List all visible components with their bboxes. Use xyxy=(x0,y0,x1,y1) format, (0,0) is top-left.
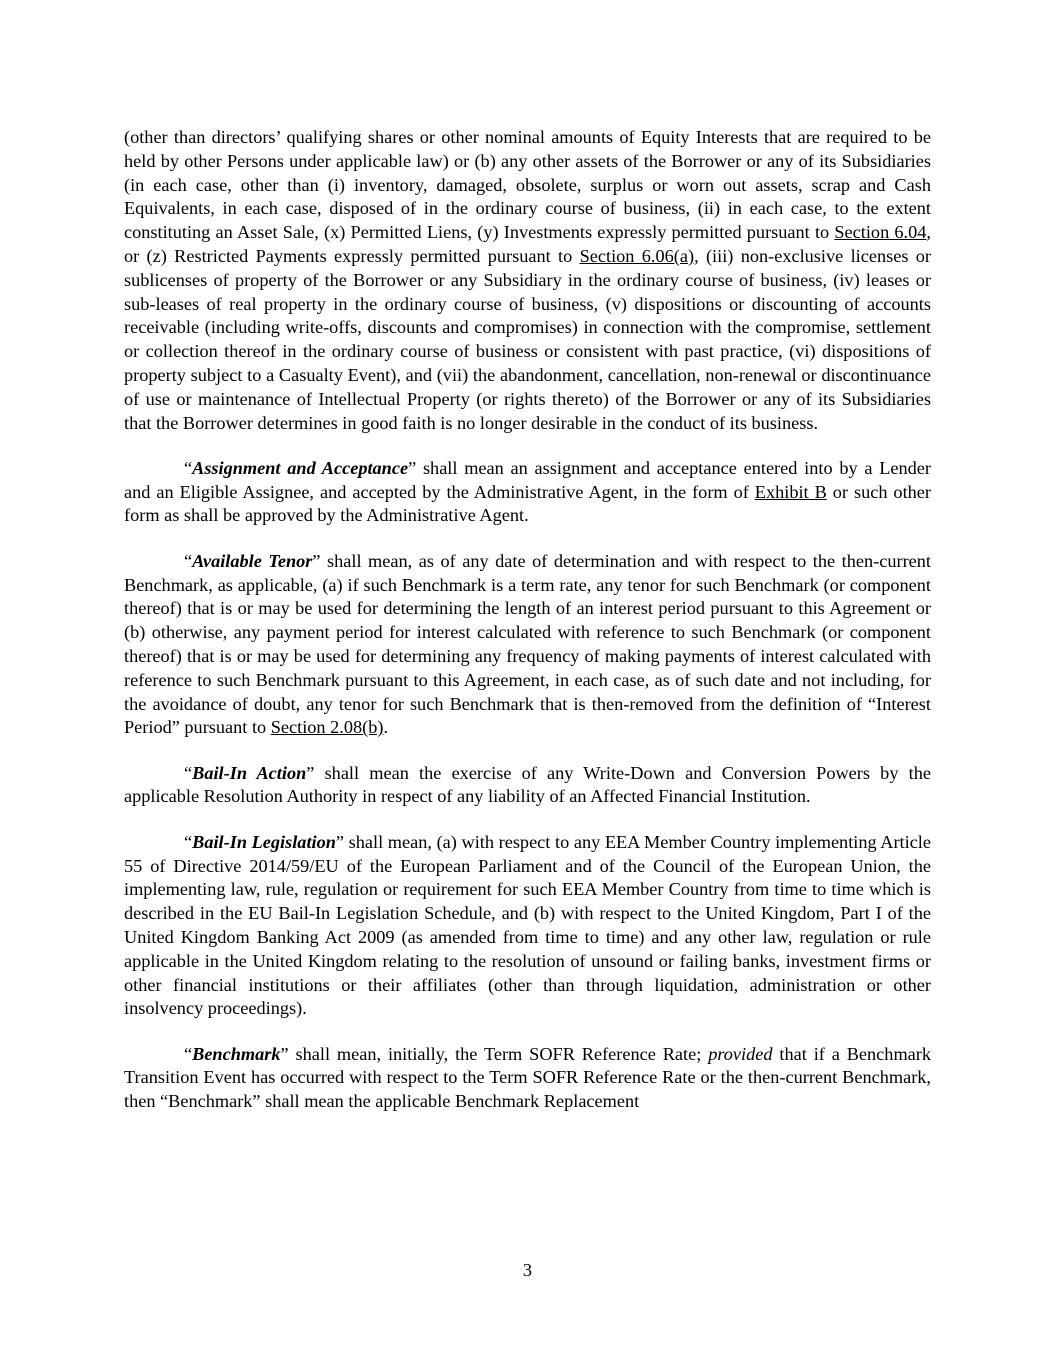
definition-benchmark xyxy=(124,1043,931,1114)
paragraph-text: (other than directors’ qualifying shares or other nominal amounts of Equity Interests that are required to be held by other Persons under applicable law) or (b) any other assets of the Borrower or any of its Subsidiaries (in each case, other than (i) inventory, damaged, obsolete, surplus or worn out assets, scrap and Cash Equivalents, in each case, disposed of in the ordinary course of business, (ii) in each case, to the extent constituting an Asset Sale, (x) Permitted Liens, (y) Investments expressly permitted pursuant to xyxy=(124,127,931,243)
definition-text: ” shall mean the exercise of any Write-Down and Conversion Powers by the applicable Resolution Authority in respect of any liability of an Affected Financial Institution. xyxy=(124,762,931,807)
definition-bail-in-legislation xyxy=(124,831,931,1021)
definition-assignment-and-acceptance xyxy=(124,457,931,528)
defined-term: Bail-In Action xyxy=(192,762,307,783)
defined-term: Bail-In Legislation xyxy=(192,831,336,852)
definition-text: ” shall mean an assignment and acceptance entered into by a Lender and an Eligible Assignee, and accepted by the Administrative Agent, in the form of xyxy=(124,457,931,502)
definition-text: or such other form as shall be approved by the Administrative Agent. xyxy=(124,481,931,526)
section-2-08b-reference[interactable]: Section 2.08(b) xyxy=(270,717,384,738)
page-number: 3 xyxy=(522,1260,533,1280)
definition-available-tenor xyxy=(124,550,931,740)
definition-bail-in-action xyxy=(124,762,931,810)
definition-text: that if a Benchmark Transition Event has occurred with respect to the Term SOFR Reference Rate or the then-current Benchmark, then “Benchmark” shall mean the applicable Benchmark Replacement xyxy=(124,1043,932,1112)
document-body xyxy=(124,126,931,1135)
paragraph-text: , (iii) non-exclusive licenses or sublicenses of property of the Borrower or any Subsidiary in the ordinary course of business, (iv) leases or sub-leases of real property in the ordinary course of business, (v) dispositions or discounting of accounts receivable (including write-offs, discounts and compromises) in connection with the compromise, settlement or collection thereof in the ordinary course of business or consistent with past practice, (vi) dispositions of property subject to a Casualty Event), and (vii) the abandonment, cancellation, non-renewal or discontinuance of use or maintenance of Intellectual Property (or rights thereto) of the Borrower or any of its Subsidiaries that the Borrower determines in good faith is no longer desirable in the conduct of its business. xyxy=(124,245,931,433)
open-quote: “ xyxy=(184,457,193,478)
open-quote: “ xyxy=(184,831,193,852)
definition-text: . xyxy=(383,717,389,738)
open-quote: “ xyxy=(184,550,193,571)
definition-text: ” shall mean, (a) with respect to any EEA Member Country implementing Article 55 of Directive 2014/59/EU of the European Parliament and of the Council of the European Union, the implementing law, rule, regulation or requirement for such EEA Member Country from time to time which is described in the EU Bail-In Legislation Schedule, and (b) with respect to the United Kingdom, Part I of the United Kingdom Banking Act 2009 (as amended from time to time) and any other law, regulation or rule applicable in the United Kingdom relating to the resolution of unsound or failing banks, investment firms or other financial institutions or their affiliates (other than through liquidation, administration or other insolvency proceedings). xyxy=(124,831,932,1019)
open-quote: “ xyxy=(184,1043,193,1064)
exhibit-b-reference[interactable]: Exhibit B xyxy=(754,481,827,502)
defined-term: Benchmark xyxy=(192,1043,281,1064)
provided-italic: provided xyxy=(708,1043,773,1064)
definition-text: ” shall mean, as of any date of determination and with respect to the then-current Benchmark, as applicable, (a) if such Benchmark is a term rate, any tenor for such Benchmark (or component thereof) that is or may be used for determining the length of an interest period pursuant to this Agreement or (b) otherwise, any payment period for interest calculated with reference to such Benchmark (or component thereof) that is or may be used for determining any frequency of making payments of interest calculated with reference to such Benchmark pursuant to this Agreement, in each case, as of such date and not including, for the avoidance of doubt, any tenor for such Benchmark that is then-removed from the definition of “Interest Period” pursuant to xyxy=(124,550,931,738)
open-quote: “ xyxy=(184,762,193,783)
defined-term: Available Tenor xyxy=(192,550,313,571)
paragraph-asset-sale-continued xyxy=(124,126,931,435)
paragraph-text: , or (z) Restricted Payments expressly permitted pursuant to xyxy=(124,222,931,266)
section-6-06a-reference[interactable]: Section 6.06(a) xyxy=(579,245,695,266)
section-6-04-reference[interactable]: Section 6.04 xyxy=(834,222,927,243)
defined-term: Assignment and Acceptance xyxy=(192,457,409,478)
definition-text: ” shall mean, initially, the Term SOFR Reference Rate; xyxy=(280,1043,709,1064)
